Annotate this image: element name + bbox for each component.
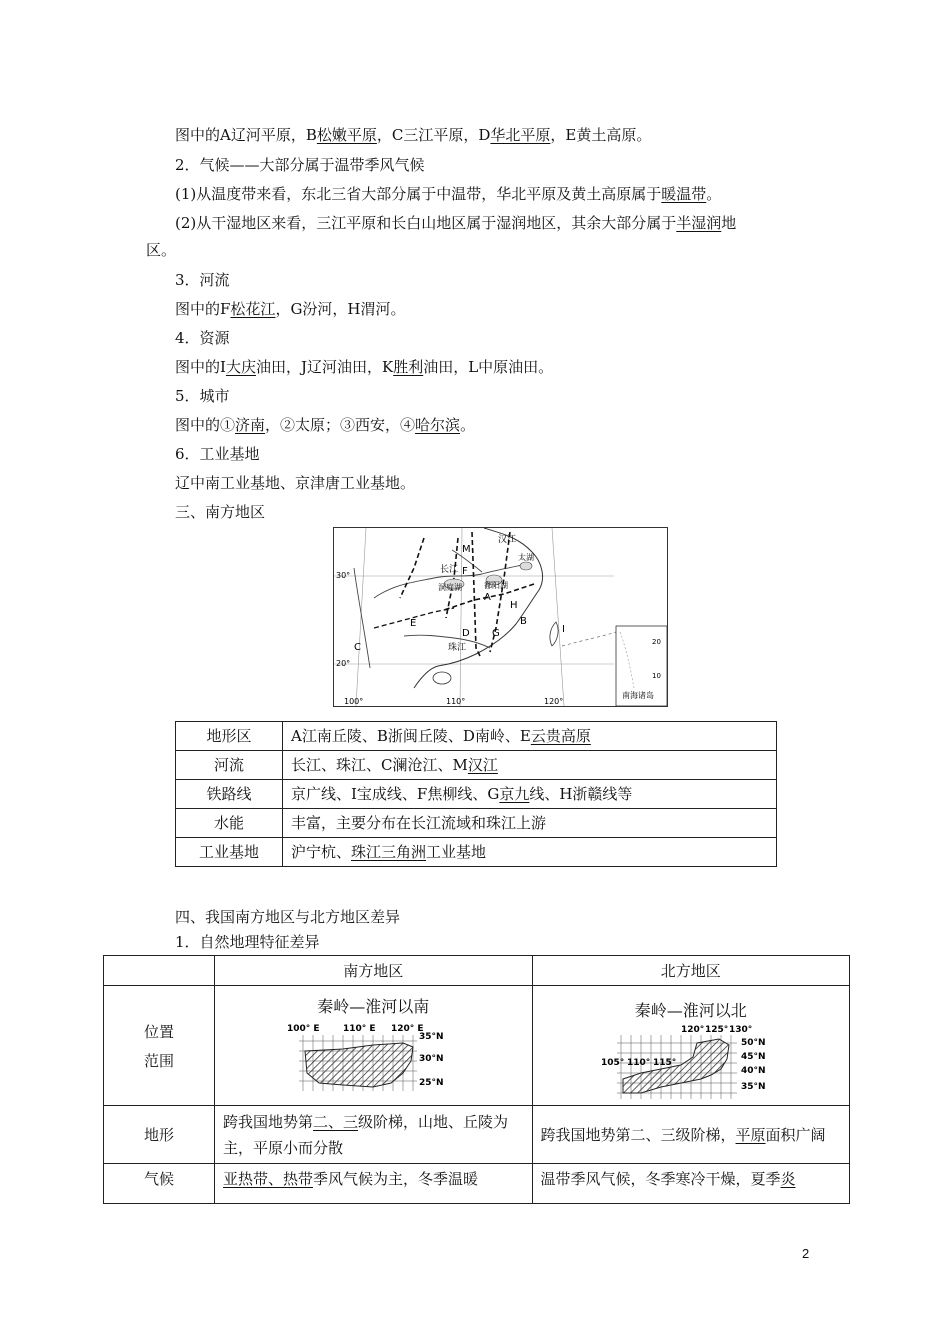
south-table-value: 丰富，主要分布在长江流域和珠江上游 (283, 809, 777, 838)
map-label-taihu: 太湖 (518, 553, 534, 562)
map-label-m: M (462, 544, 471, 555)
map-label-dongting: 洞庭湖 (438, 583, 462, 592)
map-label-c: C (354, 642, 361, 653)
south-heading: 三、南方地区 (175, 503, 266, 521)
north-terrain-cell: 跨我国地势第二、三级阶梯，平原面积广阔 (532, 1106, 850, 1164)
south-terrain-cell: 跨我国地势第二、三级阶梯，山地、丘陵为主，平原小而分散 (215, 1106, 533, 1164)
n-lat-45: 45°N (740, 1052, 766, 1062)
south-table-head: 工业基地 (176, 838, 283, 867)
climate-heading: 2．气候——大部分属于温带季风气候 (175, 156, 425, 174)
header-north: 北方地区 (532, 956, 850, 986)
map-label-g: G (492, 628, 500, 639)
south-table-value: 长江、珠江、C澜沧江、M汉江 (283, 751, 777, 780)
south-table-head: 铁路线 (176, 780, 283, 809)
south-table-head: 水能 (176, 809, 283, 838)
pearl-river (404, 635, 490, 648)
south-map-svg (334, 528, 667, 706)
terrain-row (104, 1106, 850, 1164)
lon-120-line (552, 528, 564, 706)
map-label-b: B (520, 616, 527, 627)
river-line: 图中的F松花江，G汾河，H渭河。 (175, 300, 406, 318)
city-heading: 5．城市 (175, 387, 230, 405)
south-table-row (176, 809, 777, 838)
south-climate-cell: 亚热带、热带季风气候为主，冬季温暖 (215, 1164, 533, 1204)
climate-line-2: (2)从干湿地区来看，三江平原和长白山地区属于湿润地区，其余大部分属于半湿润地 (175, 214, 737, 232)
map-label-lat-20: 20° (336, 659, 351, 668)
north-position-cell (532, 986, 850, 1106)
s-lon-110: 110° E (343, 1024, 376, 1034)
hainan-island (433, 672, 451, 684)
n-lat-40: 40°N (740, 1066, 766, 1076)
south-position-text: 秦岭—淮河以南 (317, 997, 430, 1016)
map-label-lat-30: 30° (336, 571, 351, 580)
map-label-zhujiang: 珠江 (448, 643, 467, 653)
south-region-map (333, 527, 668, 707)
south-region-table (175, 721, 777, 867)
climate-line-1: (1)从温度带来看，东北三省大部分属于中温带，华北平原及黄土高原属于暖温带。 (175, 185, 722, 203)
climate-line-2-cont: 区。 (146, 241, 177, 259)
industry-line: 辽中南工业基地、京津唐工业基地。 (175, 474, 416, 492)
lon-100-line (356, 528, 366, 706)
map-label-inset-20: 20 (652, 638, 661, 646)
south-table-value: A江南丘陵、B浙闽丘陵、D南岭、E云贵高原 (283, 722, 777, 751)
north-position-text: 秦岭—淮河以北 (634, 1001, 747, 1020)
taiwan-island (550, 622, 558, 646)
map-label-poyang: 鄱阳湖 (484, 581, 508, 590)
city-line: 图中的①济南，②太原；③西安，④哈尔滨。 (175, 416, 476, 434)
climate-label: 气候 (104, 1164, 215, 1204)
climate-row (104, 1164, 850, 1204)
tai-lake (520, 562, 532, 570)
map-label-nanhai: 南海诸岛 (622, 691, 654, 700)
n-lon-125: 125° (704, 1025, 729, 1035)
south-table-row (176, 751, 777, 780)
s-lat-30: 30°N (419, 1054, 444, 1064)
lancang-river (354, 568, 370, 668)
north-range-map (601, 1023, 781, 1103)
map-label-inset-10: 10 (652, 672, 661, 680)
n-lon-115: 115° (652, 1058, 677, 1068)
position-row (104, 986, 850, 1106)
n-lat-50: 50°N (740, 1038, 766, 1048)
header-empty (104, 956, 215, 986)
south-table-value: 沪宁杭、珠江三角洲工业基地 (283, 838, 777, 867)
page-number: 2 (802, 1246, 810, 1261)
map-label-changjiang: 长江 (440, 565, 459, 575)
railway-beijing-guangzhou (472, 532, 480, 656)
s-lon-120: 120° E (391, 1024, 424, 1034)
comparison-table (103, 955, 850, 1204)
n-lon-120: 120° (680, 1025, 705, 1035)
south-table-row (176, 838, 777, 867)
map-label-lon-100: 100° (344, 697, 364, 706)
map-label-f: F (462, 566, 468, 577)
terrain-label: 地形 (104, 1106, 215, 1164)
map-label-e: E (410, 618, 417, 629)
south-table-value: 京广线、I宝成线、F焦柳线、G京九线、H浙赣线等 (283, 780, 777, 809)
n-lon-110: 110° (626, 1058, 651, 1068)
compare-heading: 四、我国南方地区与北方地区差异 (175, 908, 401, 926)
map-label-a: A (484, 592, 491, 603)
map-label-i: I (562, 624, 565, 635)
map-label-lon-120: 120° (544, 697, 564, 706)
map-label-hanjiang: 汉江 (498, 535, 517, 545)
header-south: 南方地区 (215, 956, 533, 986)
north-landform-line: 图中的A辽河平原，B松嫩平原，C三江平原，D华北平原，E黄土高原。 (175, 126, 652, 144)
map-label-d: D (462, 628, 470, 639)
south-table-head: 河流 (176, 751, 283, 780)
map-label-lon-110: 110° (446, 697, 466, 706)
south-table-row (176, 780, 777, 809)
industry-heading: 6．工业基地 (175, 445, 260, 463)
resource-heading: 4．资源 (175, 329, 230, 347)
s-lat-35: 35°N (419, 1032, 444, 1042)
south-table-row (176, 722, 777, 751)
s-lat-25: 25°N (419, 1078, 444, 1088)
n-lat-35: 35°N (740, 1082, 766, 1092)
compare-subheading: 1．自然地理特征差异 (175, 933, 320, 951)
header-row (104, 956, 850, 986)
railway-baoji-chengdu (400, 538, 424, 598)
n-lon-105: 105° (600, 1058, 625, 1068)
south-range-map (283, 1021, 463, 1097)
south-range-shape (305, 1043, 413, 1087)
north-climate-cell: 温带季风气候，冬季寒冷干燥，夏季炎 (532, 1164, 850, 1204)
s-lon-100: 100° E (287, 1024, 320, 1034)
map-label-h: H (510, 600, 518, 611)
n-lon-130: 130° (728, 1025, 753, 1035)
south-position-cell (215, 986, 533, 1106)
resource-line: 图中的I大庆油田，J辽河油田，K胜利油田，L中原油田。 (175, 358, 554, 376)
sea-boundary (562, 632, 616, 646)
south-table-head: 地形区 (176, 722, 283, 751)
position-label: 位置 范围 (104, 986, 215, 1106)
river-heading: 3．河流 (175, 271, 230, 289)
